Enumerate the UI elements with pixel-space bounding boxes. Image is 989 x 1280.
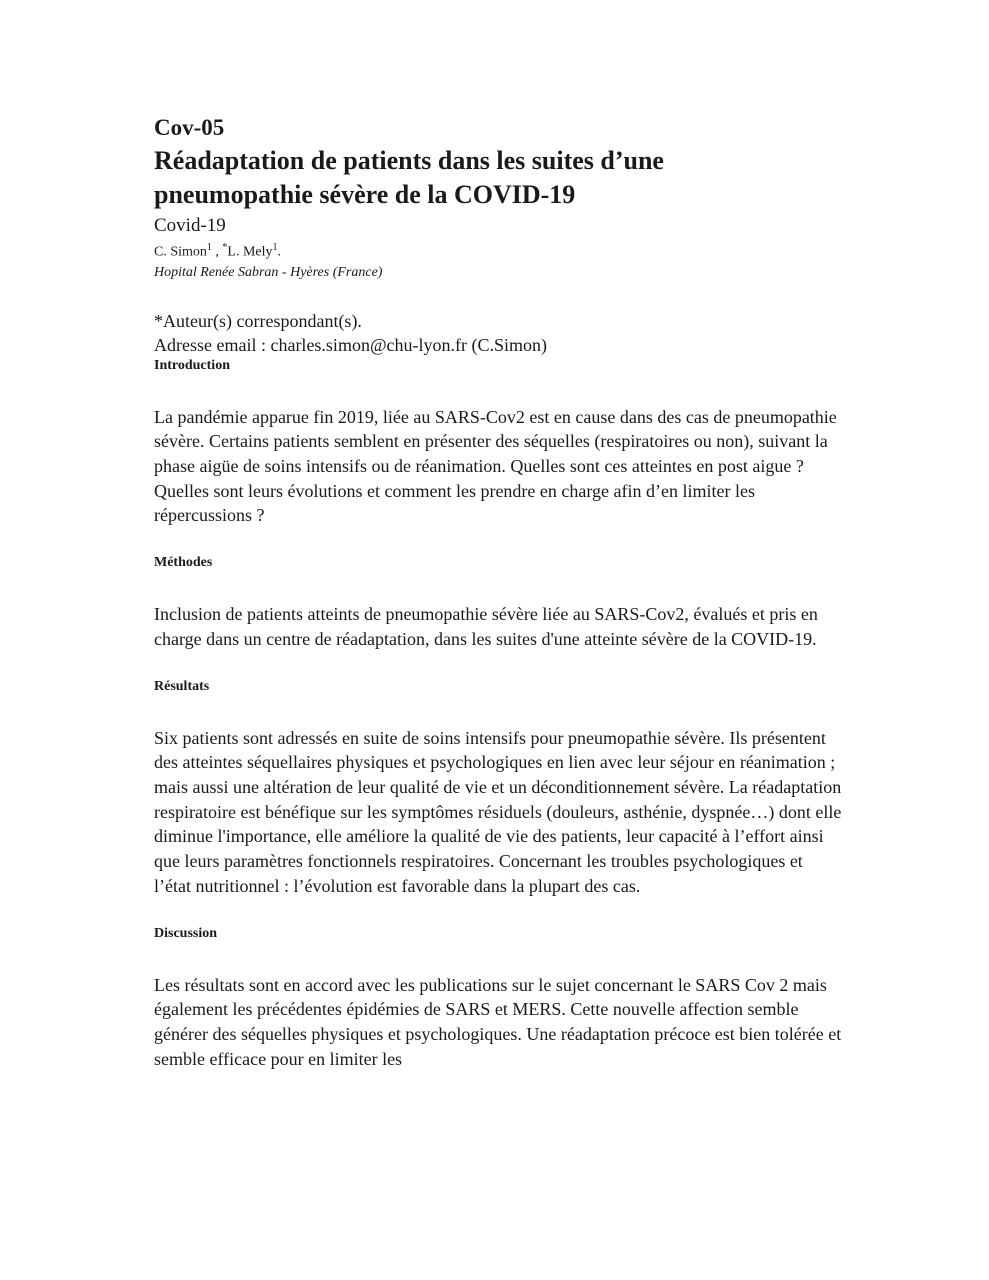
author-2: L. Mely [227,244,273,260]
abstract-title [154,144,844,212]
title-line-2: pneumopathie sévère de la COVID-19 [154,180,576,209]
results-heading: Résultats [154,678,210,694]
abstract-category: Covid-19 [154,215,226,236]
introduction-text: La pandémie apparue fin 2019, liée au SARS-Cov2 est en cause dans des cas de pneumopathie sévère. Certains patients semblent en présenter des séquelles (respiratoires ou non), suivant la phase aigüe de soins intensifs ou de réanimation. Quelles sont ces atteintes en post aigue ? Quelles sont leurs évolutions et comment les prendre en charge afin d’en limiter les répercussions ? [154,406,837,526]
abstract-page [154,112,844,1071]
corresponding-mark: * [222,242,228,253]
discussion-text: Les résultats sont en accord avec les publications sur le sujet concernant le SARS Cov 2 mais également les précédentes épidémies de SARS et MERS. Cette nouvelle affection semble générer des séquelles physiques et psychologiques. Une réadaptation précoce est bien tolérée et semble efficace pour en limiter les [154,974,842,1069]
corresponding-author-note: *Auteur(s) correspondant(s). [154,310,362,331]
affiliation: Hopital Renée Sabran - Hyères (France) [154,264,383,280]
author-1: C. Simon [154,244,207,260]
results-text: Six patients sont adressés en suite de soins intensifs pour pneumopathie sévère. Ils présentent des atteintes séquellaires physiques et psychologiques en lien avec leur séjour en réanimation ; mais aussi une altération de leur qualité de vie et un déconditionnement sévère. La réadaptation respiratoire est bénéfique sur les symptômes résiduels (douleurs, asthénie, dyspnée…) dont elle diminue l'importance, elle améliore la qualité de vie des patients, leur capacité à l’effort ainsi que leurs paramètres fonctionnels respiratoires. Concernant les troubles psychologiques et l’état nutritionnel : l’évolution est favorable dans la plupart des cas. [154,727,842,896]
methods-heading: Méthodes [154,555,213,571]
discussion-heading: Discussion [154,925,218,941]
abstract-code: Cov-05 [154,115,225,140]
author-1-affiliation: 1 [206,242,212,253]
methods-text: Inclusion de patients atteints de pneumopathie sévère liée au SARS-Cov2, évalués et pris en charge dans un centre de réadaptation, dans les suites d'une atteinte sévère de la COVID-19. [154,604,818,649]
author-separator: , [211,244,223,260]
contact-email: Adresse email : charles.simon@chu-lyon.fr (C.Simon) [154,334,547,355]
introduction-heading: Introduction [154,357,230,373]
author-end: . [277,244,282,260]
author-list [154,238,844,263]
author-2-affiliation: 1 [272,242,278,253]
title-line-1: Réadaptation de patients dans les suites d’une [154,146,664,175]
